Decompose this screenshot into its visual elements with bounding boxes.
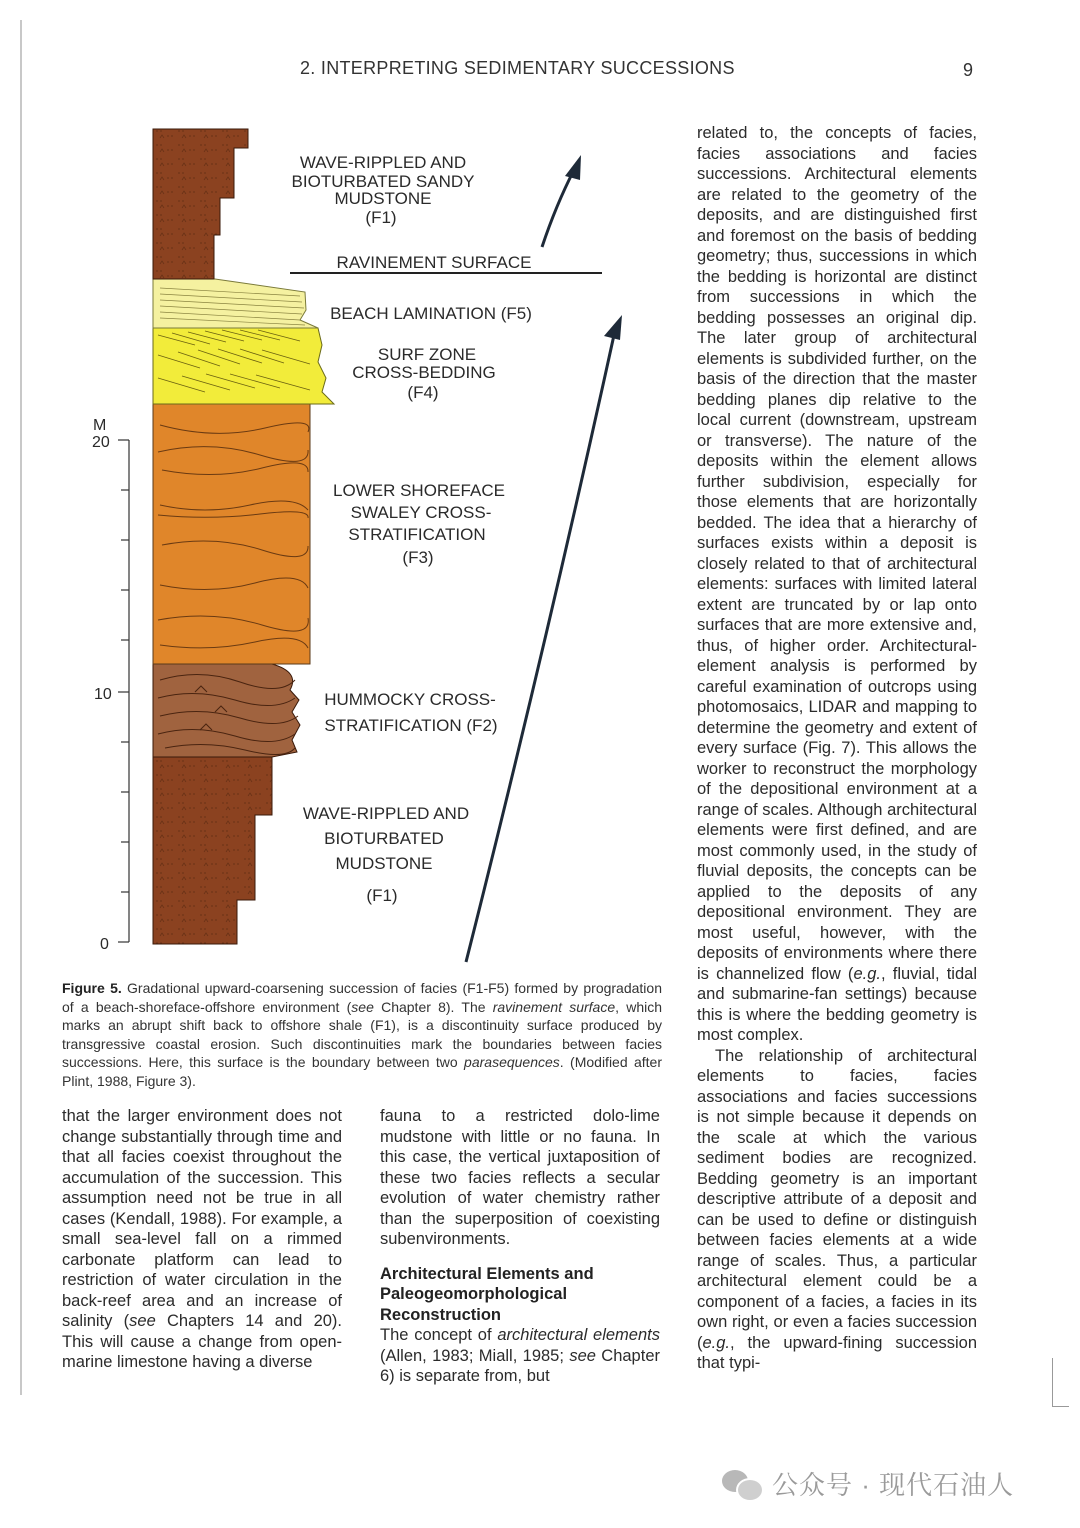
svg-text:MUDSTONE: MUDSTONE: [334, 189, 432, 208]
caption-see: see: [351, 998, 374, 1015]
right-paragraph-2: The relationship of architectural elements to facies, facies associations and facies successions is not simple because it depends on the scale at which the various sediment bodies are recognized. Bedding geometry is an important descriptive attribute of a deposit and can be used to define or distinguish between facies elements at a wide range of scales. Thus, a particular architectural element could be a component of a facies, a facies in its own right, or even a facies succession (e.g., the upward-fining succession that typi-: [697, 1046, 977, 1372]
svg-text:(F1): (F1): [365, 208, 397, 227]
label-f5: BEACH LAMINATION (F5): [330, 304, 532, 323]
right-column: [697, 123, 977, 1374]
facies-f4-unit: [153, 328, 334, 404]
svg-text:LOWER SHOREFACE: LOWER SHOREFACE: [333, 481, 505, 500]
caption-text-3: , which marks an abrupt shift back to offshore shale (F1), is a discontinuity surface produced by transgressive coastal erosion. Such discontinuities mark the boundaries between facies successions. Here, this surface is the boundary between two: [62, 998, 663, 1070]
svg-text:SURF ZONE: SURF ZONE: [377, 345, 477, 364]
label-ravinement-surface: RAVINEMENT SURFACE: [336, 253, 532, 272]
svg-text:BIOTURBATED: BIOTURBATED: [324, 829, 444, 848]
upper-succession-arrow: [542, 155, 581, 247]
label-f4: [352, 345, 496, 402]
facies-f1-lower-texture: [153, 757, 272, 944]
caption-label: Figure 5.: [62, 980, 122, 996]
svg-text:STRATIFICATION: STRATIFICATION: [348, 525, 486, 544]
svg-text:WAVE-RIPPLED AND: WAVE-RIPPLED AND: [299, 153, 467, 172]
figure-caption: [62, 979, 662, 1090]
scale-tick-10: 10: [94, 686, 112, 703]
left-column: [62, 1106, 342, 1373]
page-number: 9: [963, 60, 974, 80]
scale-tick-20: 20: [92, 434, 110, 451]
page-margin-rule: [20, 20, 22, 1395]
middle-paragraph-1: fauna to a restricted dolo-lime mudstone with little or no fauna. In this case, the vertical juxtaposition of these two facies reflects a secular evolution of water chemistry rather than the superposition of coexisting subenvironments.: [380, 1107, 660, 1248]
svg-text:CROSS-BEDDING: CROSS-BEDDING: [352, 363, 496, 382]
svg-text:MUDSTONE: MUDSTONE: [335, 854, 433, 873]
svg-text:BIOTURBATED SANDY: BIOTURBATED SANDY: [291, 172, 475, 191]
caption-text-2: Chapter 8). The: [373, 998, 493, 1015]
label-f3: [333, 481, 505, 567]
svg-text:(F3): (F3): [402, 548, 434, 567]
caption-italic-term: ravinement surface: [492, 998, 616, 1015]
coarsening-upward-arrow: [466, 315, 622, 962]
svg-text:(F4): (F4): [407, 383, 439, 402]
label-f2: [324, 690, 497, 735]
label-f1-upper: [292, 153, 475, 227]
figure-5-stratigraphic-column: [60, 120, 660, 970]
middle-column: [380, 1106, 660, 1387]
wechat-icon: [722, 1466, 762, 1502]
svg-text:(F1): (F1): [366, 886, 398, 905]
watermark-text: 公众号 · 现代石油人: [772, 1470, 1015, 1500]
facies-f5-unit: [153, 279, 318, 328]
scale-tick-0: 0: [100, 936, 109, 953]
left-paragraph-1: that the larger environment does not change substantially through time and that all facies coexist throughout the accumulation of the succession. This assumption need not be true in all cases (Kendall, 1988). For example, a small sea-level fall on a rimmed carbonate platform can lead to restriction of water circulation in the back-reef area and an increase of salinity (see Chapters 14 and 20). This will cause a change from open-marine limestone having a diverse: [62, 1107, 342, 1371]
right-paragraph-1: related to, the concepts of facies, facies associations and facies successions. Architectural elements are related to the geometry of the deposits, and are distinguished first and foremost on the basis of bedding geometry; thus, successions in which the bedding is horizontal are distinct from successions in which the bedding possesses an original dip. The later group of architectural elements is subdivided further, on the basis of the direction that the master bedding planes dip relative to the local current (downstream, upstream or transverse). The nature of the deposits within the element allows further subdivision, especially for those elements that are horizontally bedded. The idea that a hierarchy of surfaces exists within a deposit is closely related to that of architectural elements: surfaces with limited lateral extent are truncated by or lap onto surfaces that are more extensive and, thus, of higher order. Architectural-element analysis is performed by careful examination of outcrops using photomosaics, LIDAR and mapping to determine the geometry and extent of every surface (Fig. 7). This allows the worker to reconstruct the morphology of the depositional environment at a range of scales. Although architectural elements were first defined, and are most commonly used, in the study of fluvial deposits, the concepts can be applied to the deposits of any depositional environment. They are most useful, however, with the deposits of environments where there is channelized flow (e.g., fluvial, tidal and submarine-fan settings) because this is where the bedding geometry is most complex.: [697, 124, 977, 1044]
watermark: [722, 1465, 1014, 1502]
svg-text:STRATIFICATION (F2): STRATIFICATION (F2): [324, 716, 498, 735]
caption-text-4: . (Modified after Plint, 1988, Figure 3).: [62, 1054, 663, 1089]
running-title: 2. INTERPRETING SEDIMENTARY SUCCESSIONS: [300, 58, 735, 78]
svg-text:SWALEY CROSS-: SWALEY CROSS-: [350, 503, 492, 522]
caption-text-1: Gradational upward-coarsening succession of facies (F1-F5) formed by progradation of a beach-shoreface-offshore environment (: [62, 980, 662, 1015]
page-corner-mark: [1052, 1358, 1069, 1407]
caption-italic-term-2: parasequences: [464, 1054, 560, 1070]
facies-f1-upper-texture: [153, 129, 248, 279]
scale-ticks: [118, 440, 129, 942]
scale-unit-label: M: [93, 417, 107, 434]
middle-paragraph-2: The concept of architectural elements (Allen, 1983; Miall, 1985; see Chapter 6) is separate from, but: [380, 1326, 660, 1385]
facies-f3-unit: [153, 404, 310, 664]
svg-text:WAVE-RIPPLED AND: WAVE-RIPPLED AND: [302, 804, 470, 823]
label-f1-lower: [303, 804, 469, 905]
svg-text:HUMMOCKY CROSS-: HUMMOCKY CROSS-: [324, 690, 496, 709]
section-heading: Architectural Elements and Paleogeomorphological Reconstruction: [380, 1264, 594, 1324]
